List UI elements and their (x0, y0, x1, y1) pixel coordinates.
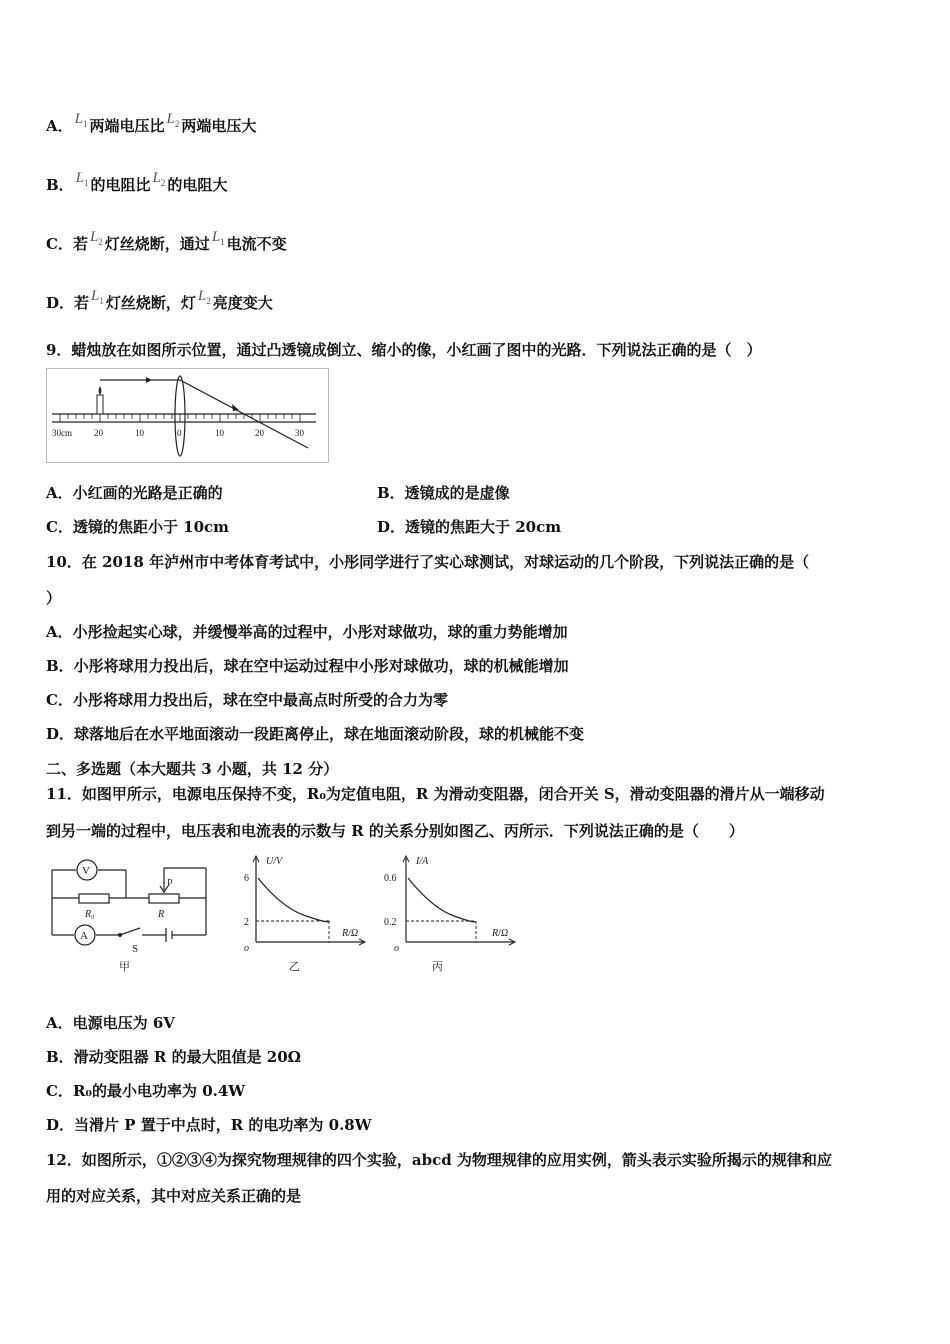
q8-option-d: D．若 $L_1$ 灯丝烧断，灯 $L_2$ 亮度变大 (46, 288, 273, 312)
circuit-diagram (52, 860, 206, 945)
q11-option-d: D．当滑片 P 置于中点时，R 的电功率为 0.8W (46, 1116, 372, 1134)
graph-bing-ytick: 0.2 (384, 917, 397, 928)
q9-stem: 9．蜡烛放在如图所示位置，通过凸透镜成倒立、缩小的像，小红画了图中的光路．下列说法正确的是（ ） (46, 341, 762, 359)
graph-yi-ylabel: U/V (266, 856, 283, 867)
voltmeter-label: V (82, 865, 90, 877)
caption-yi: 乙 (289, 961, 300, 973)
q11-figures (44, 850, 524, 984)
graph-yi-ytick: 6 (244, 873, 249, 884)
q10-stem-line2: ） (46, 589, 62, 607)
l1-symbol: $L_1$ (75, 170, 89, 188)
r0-label: R₀ (85, 909, 95, 920)
r-label: R (158, 909, 165, 920)
ammeter-label: A (80, 930, 88, 942)
graph-bing-ytick: 0.6 (384, 873, 397, 884)
slider-p-label: P (167, 878, 173, 889)
q8-option-b: B． $L_1$ 的电阻比 $L_2$ 的电阻大 (46, 170, 228, 194)
caption-jia: 甲 (119, 961, 130, 973)
l1-symbol: $L_1$ (74, 111, 88, 129)
section-heading: 二、多选题（本大题共 3 小题，共 12 分） (46, 760, 339, 778)
graph-yi-xlabel: R/Ω (342, 928, 359, 939)
ruler-tick-label: 10 (135, 428, 144, 438)
q11-stem-line2: 到另一端的过程中，电压表和电流表的示数与 R 的关系分别如图乙、丙所示．下列说法正确的是（ ） (46, 822, 744, 840)
graph-bing-origin: o (394, 943, 399, 954)
q10-option-a: A．小彤捡起实心球，并缓慢举高的过程中，小彤对球做功，球的重力势能增加 (46, 623, 568, 641)
q10-option-c: C．小彤将球用力投出后，球在空中最高点时所受的合力为零 (46, 691, 448, 709)
ruler-tick-label: 20 (255, 428, 264, 438)
graph-yi-origin: o (244, 943, 249, 954)
l2-symbol: $L_2$ (166, 111, 180, 129)
q10-stem-line1: 10．在 2018 年泸州市中考体育考试中，小彤同学进行了实心球测试，对球运动的几个阶段，下列说法正确的是（ (46, 553, 810, 571)
switch-s-label: S (132, 943, 139, 955)
q8-option-a: A． $L_1$ 两端电压比 $L_2$ 两端电压大 (46, 111, 257, 135)
q9-option-b: B．透镜成的是虚像 (377, 484, 510, 502)
ruler-tick-label: 0 (177, 428, 182, 438)
option-label: A． (46, 117, 73, 135)
q8-option-c: C．若 $L_2$ 灯丝烧断，通过 $L_1$ 电流不变 (46, 229, 287, 253)
l2-symbol: $L_2$ (152, 170, 166, 188)
q11-option-b: B．滑动变阻器 R 的最大阻值是 20Ω (46, 1048, 302, 1066)
q12-stem-line2: 用的对应关系，其中对应关系正确的是 (46, 1187, 302, 1205)
graph-bing-ylabel: I/A (416, 856, 429, 867)
q10-option-d: D．球落地后在水平地面滚动一段距离停止，球在地面滚动阶段，球的机械能不变 (46, 725, 585, 743)
q9-lens-figure (46, 368, 330, 468)
l1-symbol: $L_1$ (211, 229, 225, 247)
ruler-tick-label: 30 (295, 428, 304, 438)
ruler-tick-label: 30cm (52, 428, 72, 438)
q12-stem-line1: 12．如图所示，①②③④为探究物理规律的四个实验，abcd 为物理规律的应用实例，箭头表示实验所揭示的规律和应 (46, 1151, 832, 1169)
graph-yi-ytick: 2 (244, 917, 249, 928)
q11-option-c: C．R₀的最小电功率为 0.4W (46, 1082, 246, 1100)
q11-stem-line1: 11．如图甲所示，电源电压保持不变，R₀为定值电阻，R 为滑动变阻器，闭合开关 S，滑动变阻器的滑片从一端移动 (46, 785, 825, 803)
q9-option-d: D．透镜的焦距大于 20cm (377, 518, 562, 536)
q9-option-a: A．小红画的光路是正确的 (46, 484, 223, 502)
graph-bing-xlabel: R/Ω (492, 928, 509, 939)
caption-bing: 丙 (432, 961, 443, 973)
q11-option-a: A．电源电压为 6V (46, 1014, 175, 1032)
l1-symbol: $L_1$ (91, 288, 104, 306)
q10-option-b: B．小彤将球用力投出后，球在空中运动过程中小彤对球做功，球的机械能增加 (46, 657, 569, 675)
q9-option-c: C．透镜的焦距小于 10cm (46, 518, 230, 536)
ruler-tick-label: 20 (94, 428, 103, 438)
l2-symbol: $L_2$ (197, 288, 211, 306)
l2-symbol: $L_2$ (89, 229, 103, 247)
ruler-tick-label: 10 (215, 428, 224, 438)
